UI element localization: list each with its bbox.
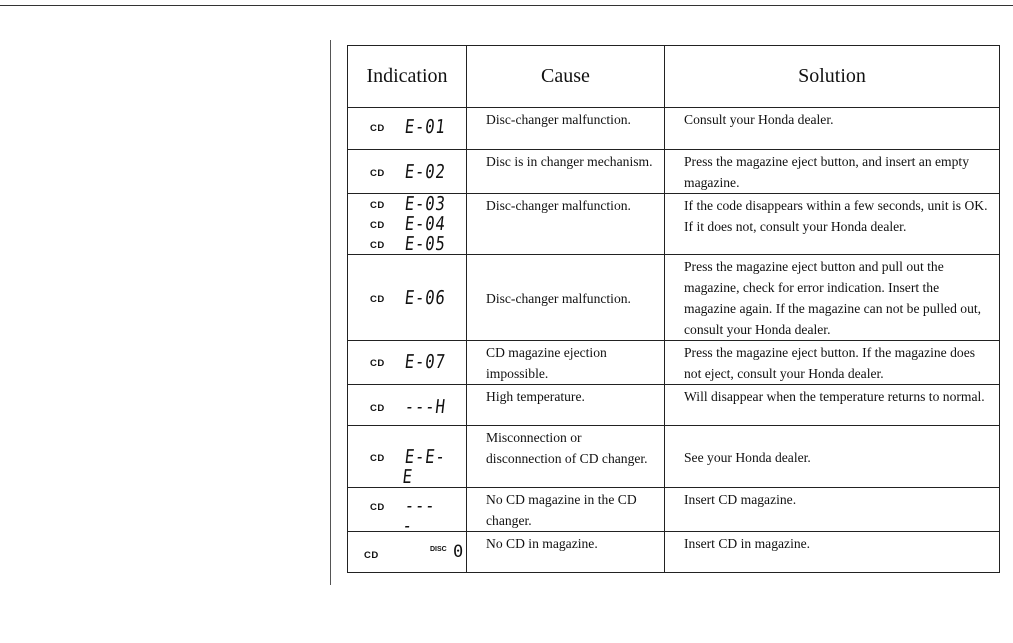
table-row (348, 385, 1000, 426)
error-code: --- - (401, 495, 437, 537)
solution-text: Will disappear when the temperature returns to normal. (684, 389, 985, 404)
header-cause: Cause (467, 46, 665, 108)
indication-cell (348, 341, 467, 385)
error-code: E-02 (403, 161, 447, 183)
cause-cell (467, 426, 665, 488)
indication-cell (348, 385, 467, 426)
solution-text: Press the magazine eject button. If the magazine does not eject, consult your Honda dealer. (684, 345, 976, 381)
header-solution: Solution (665, 46, 1000, 108)
error-code: E-04 (403, 213, 447, 235)
indication-cell (348, 108, 467, 150)
header-row (348, 46, 1000, 108)
solution-text: See your Honda dealer. (684, 449, 811, 465)
table-row (348, 255, 1000, 341)
cd-label: CD (370, 168, 385, 179)
indication-cell (348, 426, 467, 488)
indication-cell (348, 150, 467, 194)
error-code: E-05 (403, 233, 447, 255)
cause-text: Disc-changer malfunction. (486, 112, 631, 127)
solution-cell (665, 488, 1000, 532)
table-row (348, 108, 1000, 150)
cause-cell (467, 385, 665, 426)
error-code: E-06 (403, 286, 447, 309)
cd-label: CD (370, 358, 385, 369)
solution-cell (665, 341, 1000, 385)
cd-label: CD (370, 220, 385, 231)
cause-cell (467, 255, 665, 341)
cd-label: CD (370, 452, 385, 464)
cause-text: CD magazine ejection impossible. (486, 345, 607, 381)
top-rule (0, 5, 1013, 6)
solution-cell (665, 532, 1000, 573)
cause-text: Disc-changer malfunction. (486, 290, 631, 306)
cause-text: Disc-changer malfunction. (486, 198, 631, 213)
table-row (348, 150, 1000, 194)
solution-text: Press the magazine eject button and pull out the magazine, check for error indication. Insert the magazine again. If the magazine can not be pulled out, consult your Honda dealer. (684, 259, 982, 337)
indication-cell (348, 194, 467, 255)
error-code: ---H (403, 396, 447, 418)
cd-label: CD (370, 403, 385, 414)
indication-cell (348, 532, 467, 573)
solution-text: Insert CD in magazine. (684, 536, 811, 551)
error-indication-table (347, 45, 1000, 573)
solution-text: If the code disappears within a few seconds, unit is OK. If it does not, consult your Honda dealer. (684, 198, 988, 234)
disc-number: 0 (453, 542, 464, 562)
cause-text: Disc is in changer mechanism. (486, 154, 653, 169)
table-row (348, 532, 1000, 573)
cause-text: No CD magazine in the CD changer. (486, 492, 637, 528)
cause-cell (467, 108, 665, 150)
cause-text: High temperature. (486, 389, 585, 404)
cause-cell (467, 194, 665, 255)
indication-cell (348, 488, 467, 537)
cause-cell (467, 532, 665, 573)
header-indication: Indication (348, 46, 467, 108)
error-code: E-07 (403, 351, 447, 373)
error-code: E-E-E (401, 445, 447, 488)
cd-label: CD (370, 123, 385, 134)
table-row (348, 426, 1000, 488)
solution-cell (665, 150, 1000, 194)
solution-cell (665, 255, 1000, 341)
cd-label: CD (370, 240, 385, 251)
margin-rule (330, 40, 331, 585)
indication-cell (348, 255, 467, 341)
cause-cell (467, 341, 665, 385)
table-row (348, 341, 1000, 385)
table-row (348, 194, 1000, 255)
cause-text: No CD in magazine. (486, 536, 598, 551)
table-row (348, 488, 1000, 532)
error-code: E-03 (403, 193, 447, 215)
solution-text: Consult your Honda dealer. (684, 112, 834, 127)
disc-label: DISC (430, 546, 447, 553)
solution-text: Insert CD magazine. (684, 492, 797, 507)
solution-cell (665, 385, 1000, 426)
solution-text: Press the magazine eject button, and insert an empty magazine. (684, 154, 970, 190)
solution-cell (665, 426, 1000, 488)
cd-label: CD (370, 502, 385, 513)
solution-cell (665, 108, 1000, 150)
cd-label: CD (370, 200, 385, 211)
cd-label: CD (370, 293, 385, 305)
cause-cell (467, 488, 665, 532)
cause-cell (467, 150, 665, 194)
cd-label: CD (364, 550, 379, 561)
solution-cell (665, 194, 1000, 255)
cause-text: Misconnection or disconnection of CD changer. (486, 430, 648, 466)
error-code: E-01 (403, 116, 447, 138)
